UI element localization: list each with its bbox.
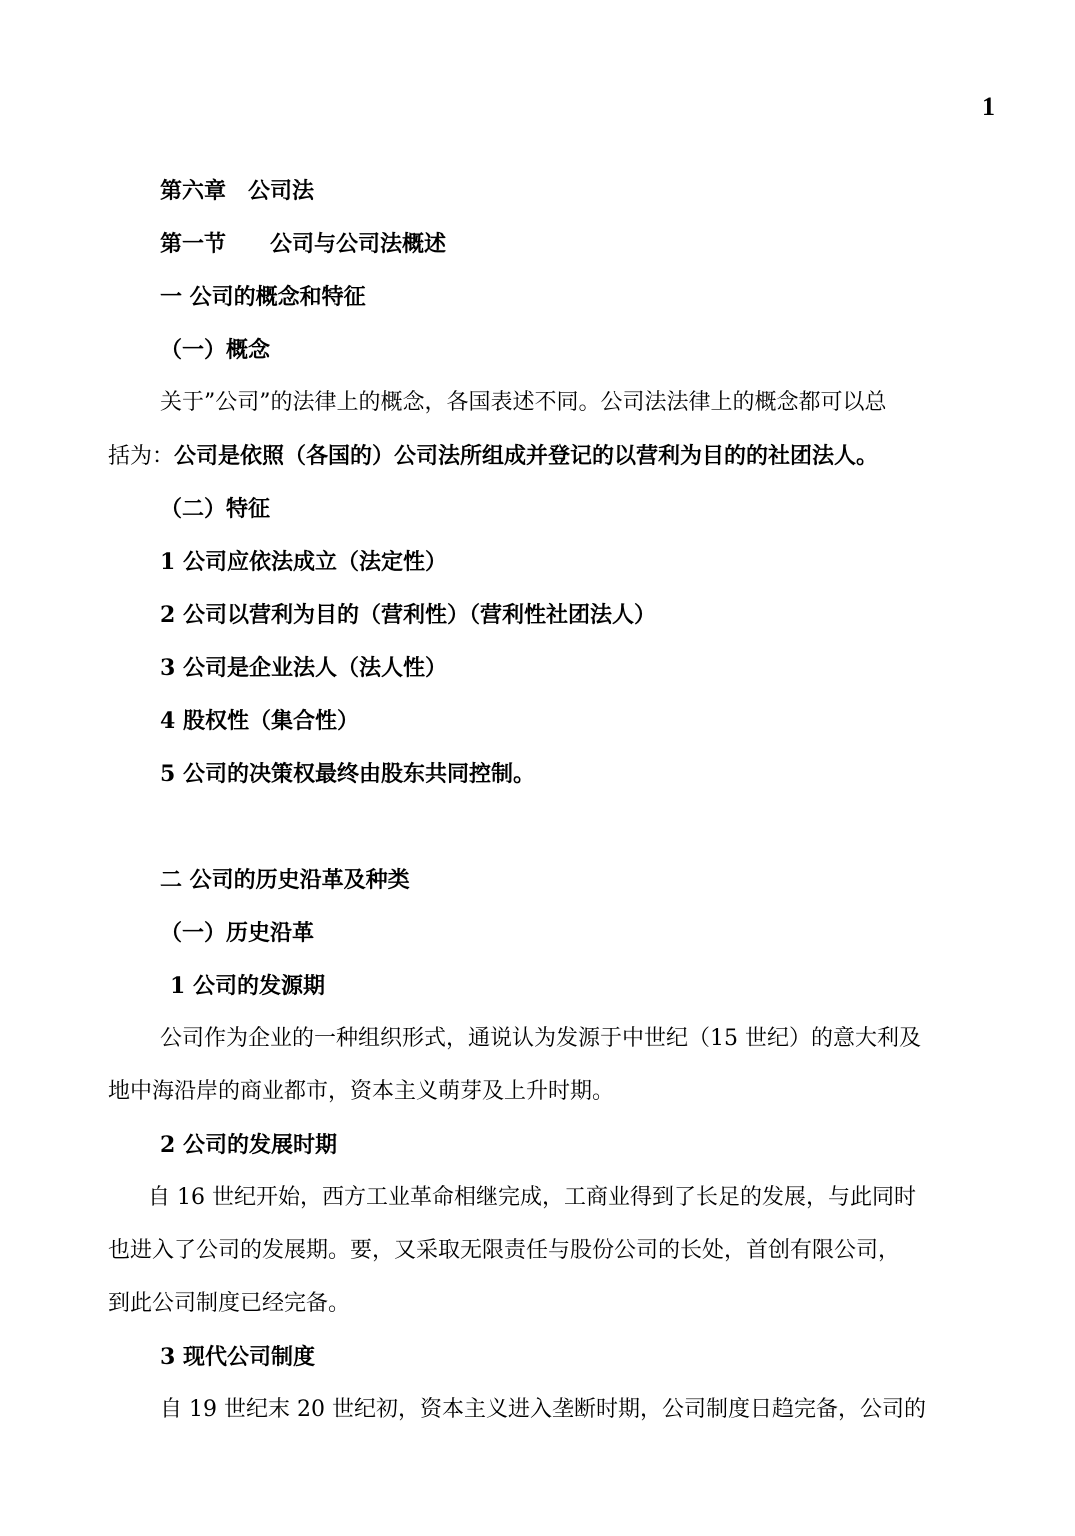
feature-item-1: 1 公司应依法成立（法定性）	[160, 549, 447, 575]
history-item-1-paragraph-line-2: 地中海沿岸的商业都市，资本主义萌芽及上升时期。	[108, 1079, 615, 1104]
subheading-features: （二）特征	[160, 496, 271, 522]
feature-item-3: 3 公司是企业法人（法人性）	[160, 655, 447, 681]
history-item-1-paragraph-line-1: 公司作为企业的一种组织形式，通说认为发源于中世纪（15 世纪）的意大利及	[160, 1026, 921, 1051]
history-item-2-paragraph-line-1: 自 16 世纪开始，西方工业革命相继完成，工商业得到了长足的发展，与此同时	[148, 1185, 916, 1210]
subheading-history: （一）历史沿革	[160, 920, 315, 946]
history-item-3-title: 3 现代公司制度	[160, 1344, 315, 1370]
section-title: 第一节 公司与公司法概述	[160, 231, 447, 257]
concept-definition-prefix: 括为：	[108, 444, 175, 469]
page-number: 1	[982, 92, 995, 121]
subheading-concept: （一）概念	[160, 337, 271, 363]
chapter-title: 第六章 公司法	[160, 178, 315, 204]
history-item-2-paragraph-line-3: 到此公司制度已经完备。	[108, 1291, 351, 1316]
history-item-2-paragraph-line-2: 也进入了公司的发展期。要，又采取无限责任与股份公司的长处，首创有限公司，	[108, 1238, 901, 1263]
heading-company-concept: 一 公司的概念和特征	[160, 284, 366, 310]
concept-paragraph-line-1: 关于”公司”的法律上的概念，各国表述不同。公司法法律上的概念都可以总	[160, 390, 887, 415]
feature-item-2: 2 公司以营利为目的（营利性）（营利性社团法人）	[160, 602, 656, 628]
history-item-2-title: 2 公司的发展时期	[160, 1132, 337, 1158]
feature-item-4: 4 股权性（集合性）	[160, 708, 359, 734]
feature-item-5: 5 公司的决策权最终由股东共同控制。	[160, 761, 535, 787]
concept-paragraph-line-2	[108, 441, 878, 472]
history-item-3-paragraph-line-1: 自 19 世纪末 20 世纪初，资本主义进入垄断时期，公司制度日趋完备，公司的	[160, 1397, 926, 1422]
history-item-1-title: 1 公司的发源期	[170, 973, 325, 999]
heading-history-types: 二 公司的历史沿革及种类	[160, 867, 410, 893]
concept-definition: 公司是依照（各国的）公司法所组成并登记的以营利为目的的社团法人。	[174, 443, 879, 469]
